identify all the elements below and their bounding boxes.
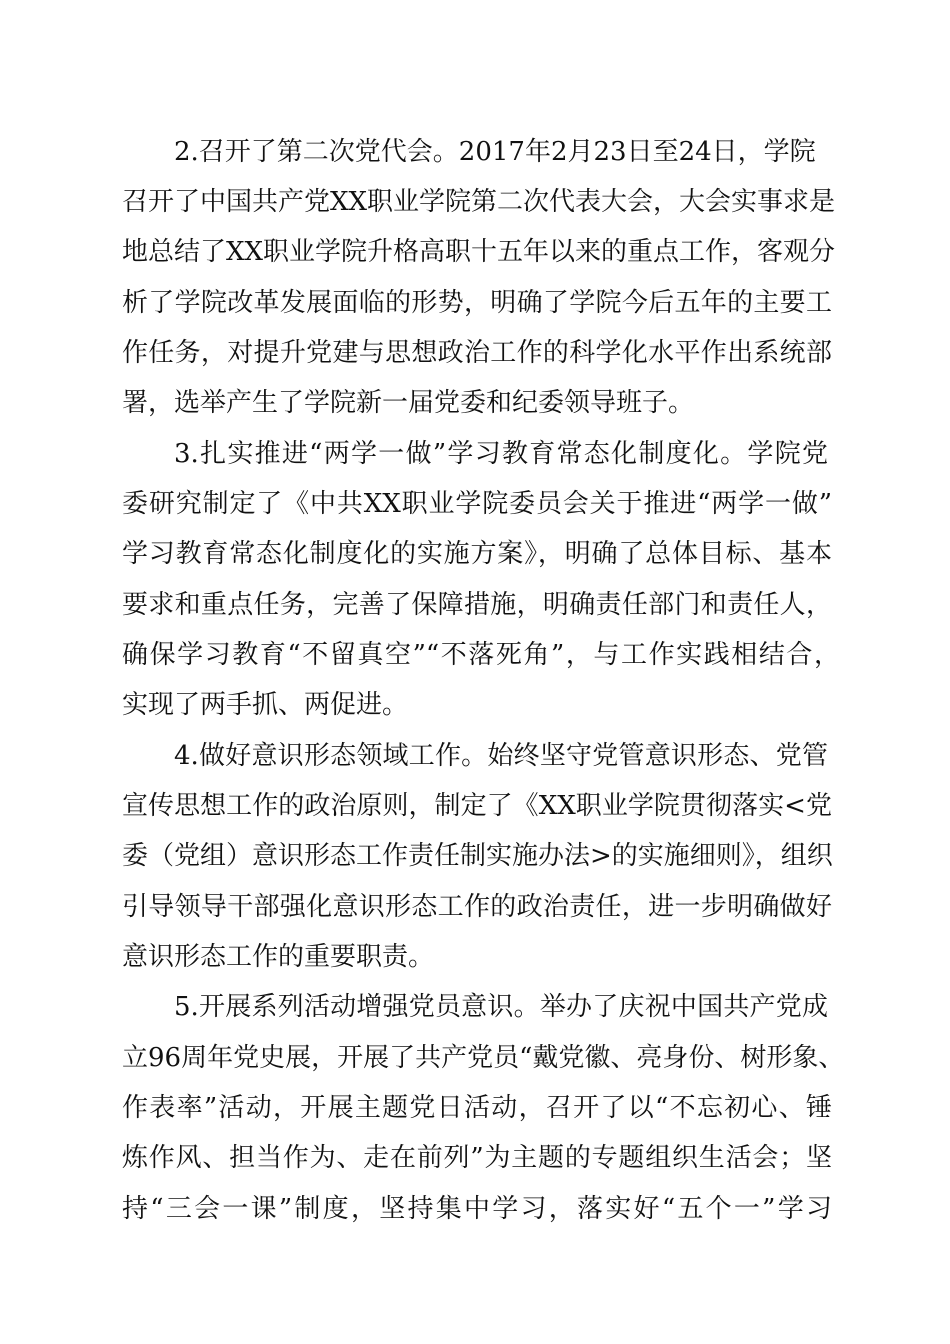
text-line: 立96周年党史展，开展了共产党员“戴党徽、亮身份、树形象、	[122, 1043, 845, 1073]
text-line: 作任务，对提升党建与思想政治工作的科学化水平作出系统部	[122, 338, 832, 368]
text-line: 委（党组）意识形态工作责任制实施办法>的实施细则》，组织	[122, 841, 833, 871]
text-line: 召开了中国共产党XX职业学院第二次代表大会，大会实事求是	[122, 187, 836, 217]
text-line: 作表率”活动，开展主题党日活动，召开了以“不忘初心、锤	[122, 1093, 832, 1123]
text-line: 确保学习教育“不留真空”“不落死角”，与工作实践相结合，	[122, 640, 840, 670]
text-line: 署，选举产生了学院新一届党委和纪委领导班子。	[122, 388, 695, 418]
text-line: 实现了两手抓、两促进。	[122, 690, 409, 720]
text-line: 4.做好意识形态领域工作。始终坚守党管意识形态、党管	[174, 741, 828, 771]
text-line: 析了学院改革发展面临的形势，明确了学院今后五年的主要工	[122, 288, 832, 318]
text-line: 持“三会一课”制度，坚持集中学习，落实好“五个一”学习	[122, 1194, 832, 1224]
text-line: 2.召开了第二次党代会。2017年2月23日至24日，学院	[174, 137, 816, 167]
text-line: 炼作风、担当作为、走在前列”为主题的专题组织生活会；坚	[122, 1143, 832, 1173]
text-line: 学习教育常态化制度化的实施方案》，明确了总体目标、基本	[122, 539, 832, 569]
text-line: 意识形态工作的重要职责。	[122, 942, 435, 972]
text-line: 5.开展系列活动增强党员意识。举办了庆祝中国共产党成	[174, 992, 828, 1022]
text-line: 3.扎实推进“两学一做”学习教育常态化制度化。学院党	[174, 439, 828, 469]
text-line: 引导领导干部强化意识形态工作的政治责任，进一步明确做好	[122, 892, 832, 922]
text-line: 宣传思想工作的政治原则，制定了《XX职业学院贯彻落实<党	[122, 791, 832, 821]
text-line: 地总结了XX职业学院升格高职十五年以来的重点工作，客观分	[122, 237, 836, 267]
text-line: 要求和重点任务，完善了保障措施，明确责任部门和责任人，	[122, 590, 832, 620]
text-line: 委研究制定了《中共XX职业学院委员会关于推进“两学一做”	[122, 489, 832, 519]
